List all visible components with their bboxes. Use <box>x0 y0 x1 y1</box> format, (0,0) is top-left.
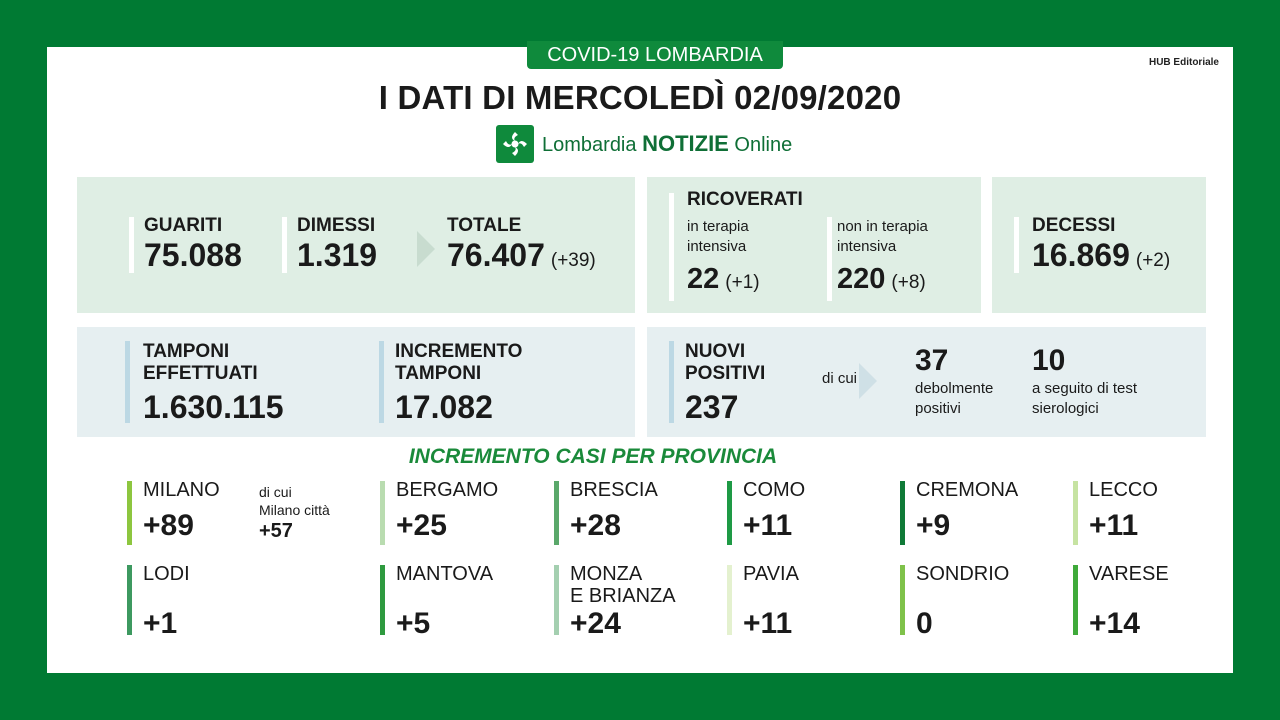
province-varese <box>1073 563 1169 641</box>
province-value: +28 <box>570 509 621 542</box>
province-bar <box>127 565 132 635</box>
province-sondrio <box>900 563 1009 641</box>
arrow-right-icon <box>417 231 435 267</box>
province-value: +25 <box>396 509 447 542</box>
totale-delta: (+39) <box>550 250 596 271</box>
tamponi-bar <box>125 341 130 423</box>
province-lecco <box>1073 479 1158 543</box>
sierologici-label-2: sierologici <box>1032 400 1099 417</box>
logo-text <box>542 131 792 157</box>
province-value: +89 <box>143 509 194 542</box>
ricoverati-panel <box>647 177 981 313</box>
province-bar <box>380 565 385 635</box>
ti-value: 22 <box>687 263 720 295</box>
ricoverati-bar <box>669 193 674 301</box>
positivi-bar <box>669 341 674 423</box>
province-value: +11 <box>743 509 793 542</box>
decessi-delta: (+2) <box>1135 250 1171 271</box>
guariti-bar <box>129 217 134 273</box>
province-value: 0 <box>916 607 933 640</box>
province-bar <box>900 481 905 545</box>
province-value: +11 <box>1089 509 1139 542</box>
positivi-value: 237 <box>685 389 739 425</box>
province-name: BERGAMO <box>396 479 499 501</box>
province-value: +14 <box>1089 607 1140 640</box>
milano-note-3: +57 <box>259 520 293 542</box>
section-title-province: INCREMENTO CASI PER PROVINCIA <box>408 445 778 468</box>
debolmente-stat <box>915 343 993 419</box>
nti-value: 220 <box>837 263 886 295</box>
non-terapia-intensiva-stat <box>837 217 928 301</box>
tamponi-stat <box>143 341 284 425</box>
guariti-label: GUARITI <box>144 215 223 236</box>
totale-label: TOTALE <box>447 215 522 236</box>
guariti-panel <box>77 177 635 313</box>
province-name-2: E BRIANZA <box>570 585 676 607</box>
province-name: LECCO <box>1089 479 1158 501</box>
debolmente-value: 37 <box>915 344 949 377</box>
province-name: SONDRIO <box>916 563 1010 585</box>
tamponi-label-1: TAMPONI <box>143 341 230 362</box>
logo-lombardia: Lombardia <box>542 134 637 156</box>
di-cui-label: di cui <box>822 370 858 387</box>
province-brescia <box>554 479 658 543</box>
province-bar <box>727 565 732 635</box>
nti-label-2: intensiva <box>837 238 897 255</box>
province-bar <box>1073 565 1078 635</box>
incremento-value: 17.082 <box>395 389 493 425</box>
province-name: CREMONA <box>916 479 1019 501</box>
incremento-stat <box>395 341 522 425</box>
guariti-value: 75.088 <box>144 237 242 273</box>
province-monza-brianza <box>554 563 676 641</box>
province-value: +11 <box>743 607 793 640</box>
ti-label-1: in terapia <box>687 218 749 235</box>
decessi-bar <box>1014 217 1019 273</box>
dimessi-stat <box>297 215 377 273</box>
nti-bar <box>827 217 832 301</box>
province-name: COMO <box>743 479 806 501</box>
sierologici-value: 10 <box>1032 344 1066 377</box>
ti-delta: (+1) <box>725 272 760 293</box>
province-mantova <box>380 563 493 641</box>
province-name: MANTOVA <box>396 563 494 585</box>
province-bar <box>1073 481 1078 545</box>
nti-delta: (+8) <box>891 272 926 293</box>
totale-stat <box>447 215 596 279</box>
province-bergamo <box>380 479 498 543</box>
sierologici-label-1: a seguito di test <box>1032 380 1138 397</box>
province-bar <box>127 481 132 545</box>
debolmente-label-1: debolmente <box>915 380 994 397</box>
milano-note-1: di cui <box>259 484 292 500</box>
positivi-label-2: POSITIVI <box>685 363 766 384</box>
province-como <box>727 479 805 543</box>
province-bar <box>727 481 732 545</box>
positivi-stat <box>685 341 765 425</box>
ricoverati-label: RICOVERATI <box>687 189 803 210</box>
decessi-panel <box>992 177 1206 313</box>
hub-editoriale-label: HUB Editoriale <box>1148 57 1219 68</box>
province-name: BRESCIA <box>570 479 658 501</box>
terapia-intensiva-stat <box>687 217 760 301</box>
infographic-card <box>47 44 1233 673</box>
tamponi-value: 1.630.115 <box>143 389 284 425</box>
province-bar <box>380 481 385 545</box>
nti-label-1: non in terapia <box>837 218 928 235</box>
province-value: +9 <box>916 509 951 542</box>
guariti-stat <box>144 215 242 273</box>
debolmente-label-2: positivi <box>915 400 961 417</box>
province-lodi <box>127 563 190 641</box>
incremento-label-1: INCREMENTO <box>395 341 523 362</box>
positivi-label-1: NUOVI <box>685 341 746 362</box>
milano-note-2: Milano città <box>259 502 330 518</box>
logo-notizie: NOTIZIE <box>642 131 729 156</box>
banner: COVID-19 LOMBARDIA <box>527 41 783 69</box>
lombardia-rose-icon <box>496 125 534 163</box>
ti-label-2: intensiva <box>687 238 747 255</box>
province-name: MILANO <box>143 479 220 501</box>
province-milano <box>127 479 220 543</box>
province-name: VARESE <box>1089 563 1169 585</box>
province-bar <box>900 565 905 635</box>
province-name: LODI <box>143 563 190 585</box>
arrow-right-icon <box>859 363 877 399</box>
province-value: +5 <box>396 607 431 640</box>
decessi-label: DECESSI <box>1032 215 1116 236</box>
province-bar <box>554 481 559 545</box>
province-bar <box>554 565 559 635</box>
logo-online: Online <box>734 134 793 156</box>
totale-value: 76.407 <box>447 237 545 273</box>
province-name: PAVIA <box>743 563 799 585</box>
decessi-value: 16.869 <box>1032 237 1130 273</box>
dimessi-label: DIMESSI <box>297 215 376 236</box>
incremento-label-2: TAMPONI <box>395 363 482 384</box>
dimessi-bar <box>282 217 287 273</box>
province-value: +1 <box>143 607 178 640</box>
decessi-stat <box>1032 215 1170 279</box>
sierologici-stat <box>1032 343 1137 419</box>
province-name: MONZA <box>570 563 643 585</box>
incremento-bar <box>379 341 384 423</box>
page-title: I DATI DI MERCOLEDÌ 02/09/2020 <box>378 79 902 116</box>
lombardia-notizie-logo <box>496 125 792 163</box>
milano-citta-note <box>259 483 330 543</box>
province-value: +24 <box>570 607 621 640</box>
positivi-panel <box>647 327 1206 437</box>
tamponi-panel <box>77 327 635 437</box>
tamponi-label-2: EFFETTUATI <box>143 363 258 384</box>
province-cremona <box>900 479 1018 543</box>
dimessi-value: 1.319 <box>297 237 378 273</box>
province-pavia <box>727 563 799 641</box>
